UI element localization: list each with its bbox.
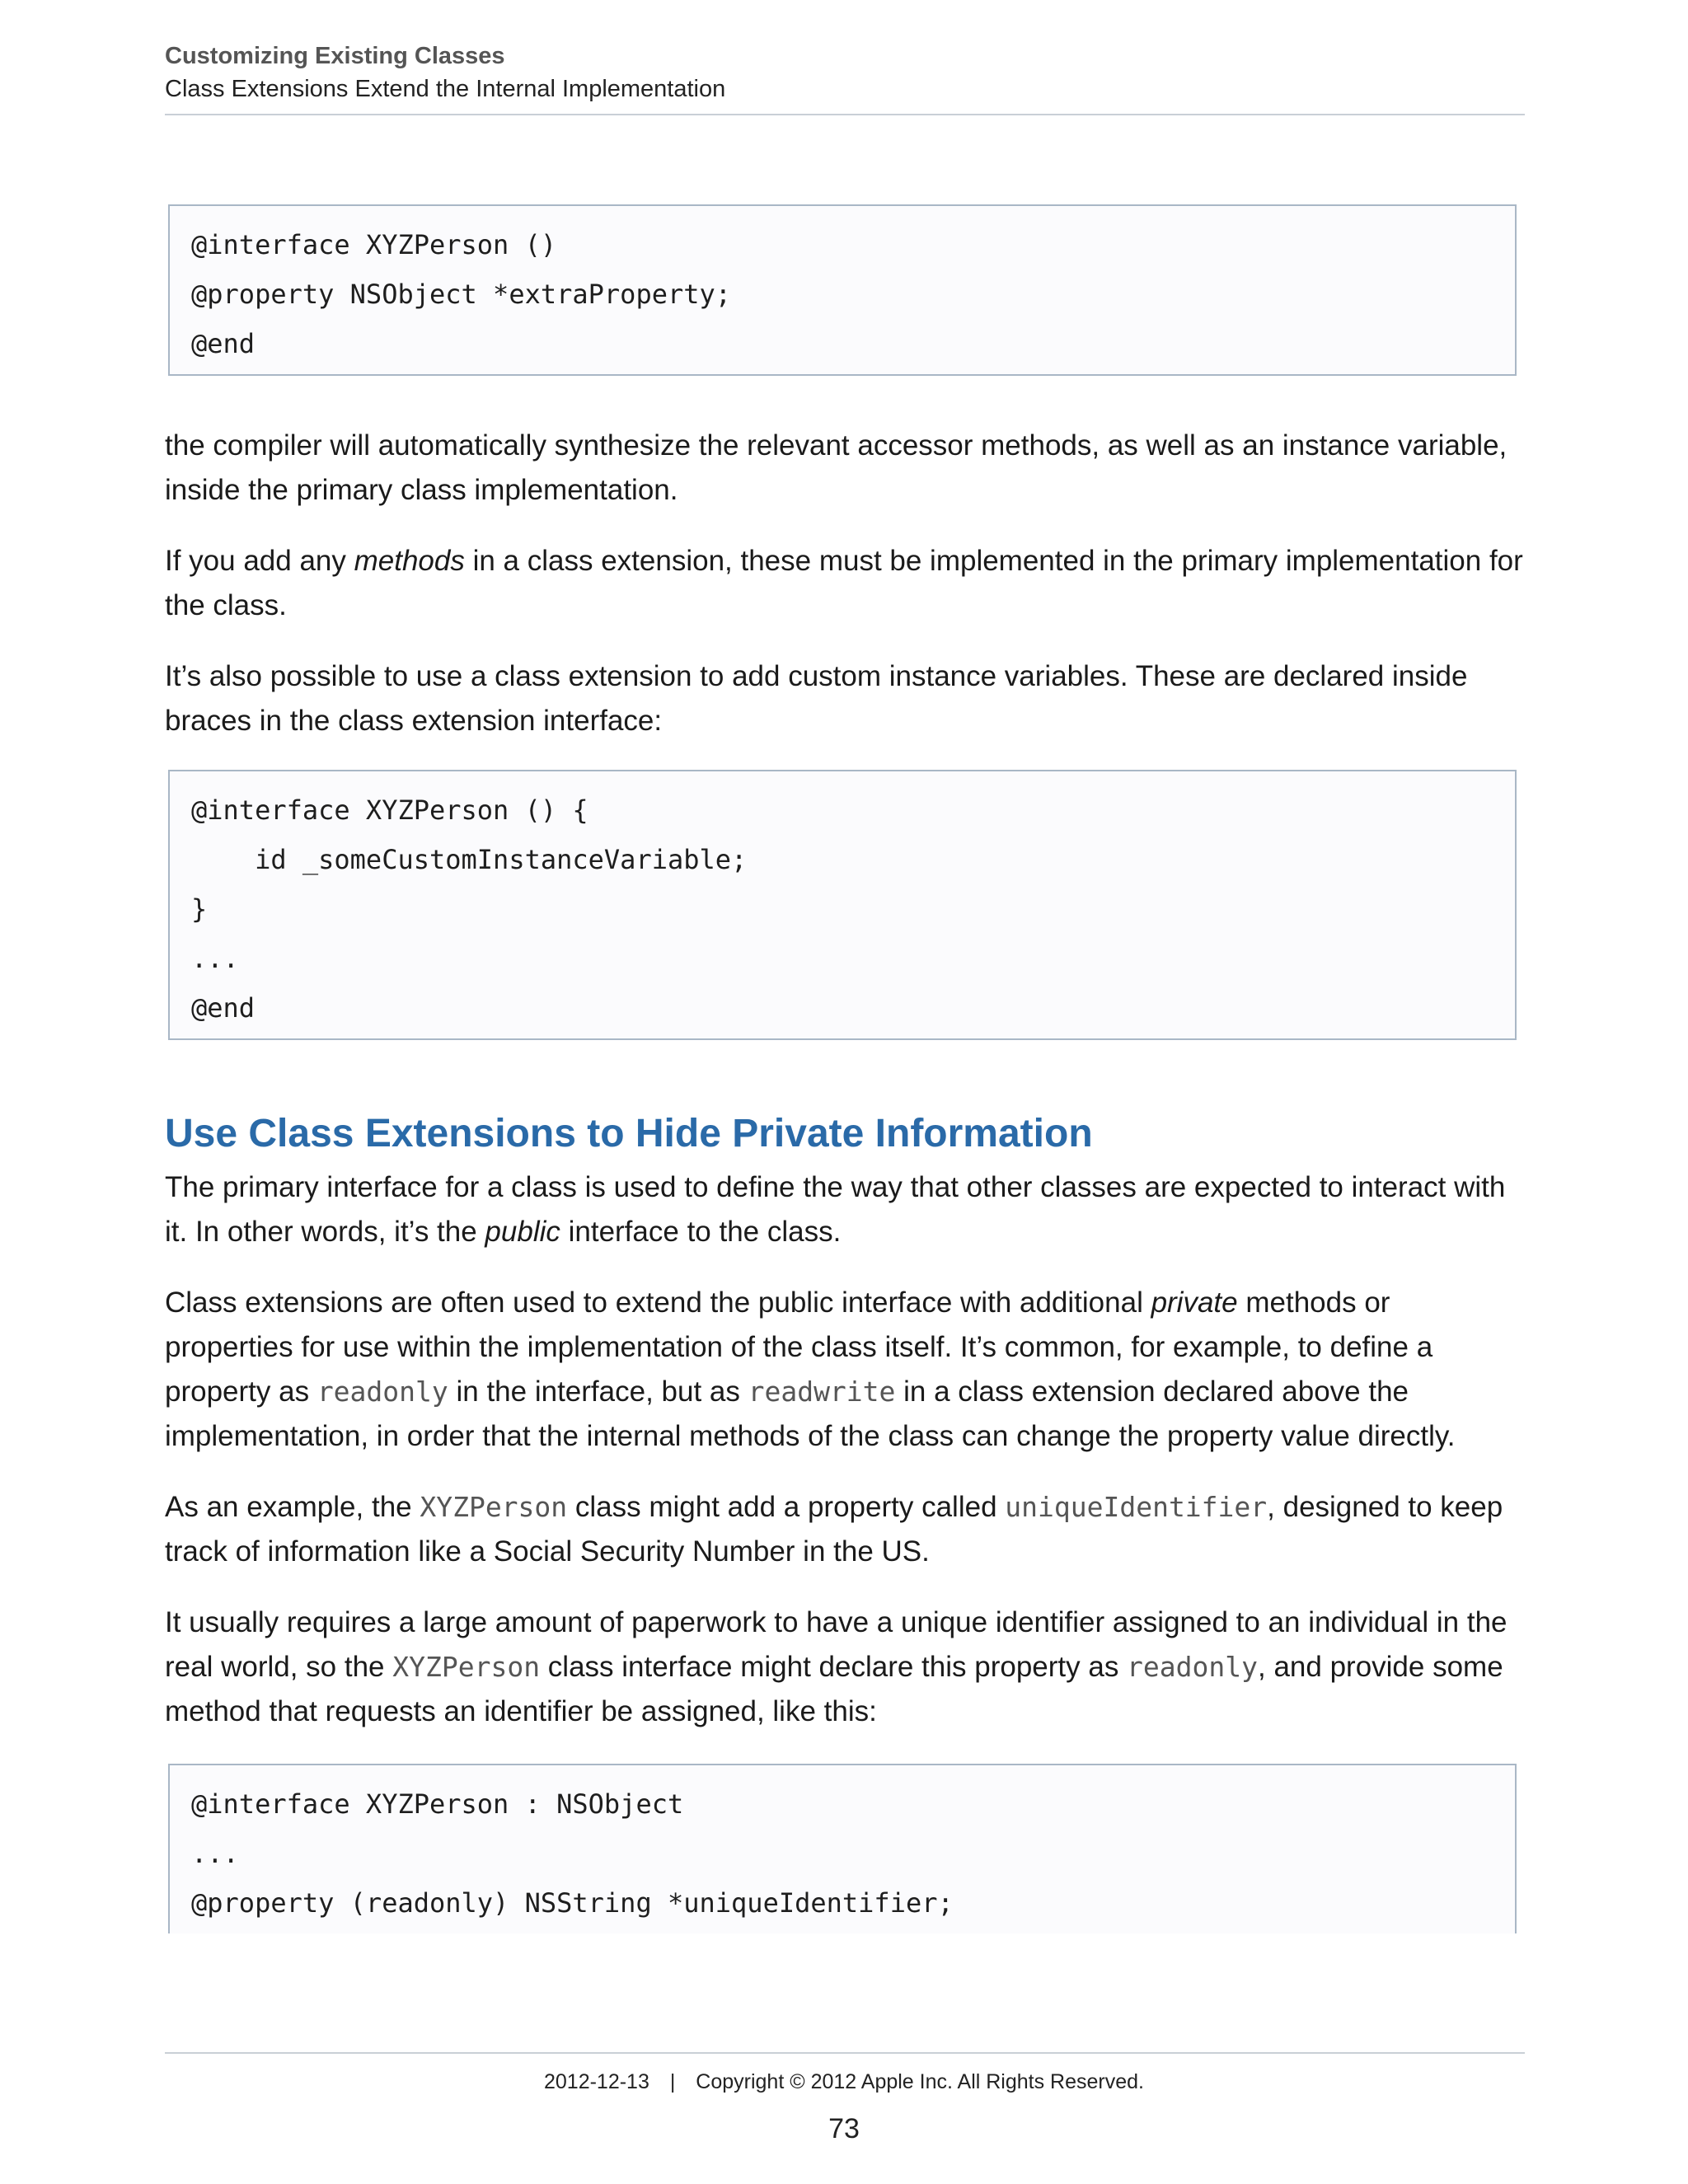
- running-header: [165, 40, 1525, 105]
- code-line: @property NSObject *extraProperty;: [191, 279, 732, 310]
- text-run: in the interface, but as: [448, 1376, 748, 1408]
- inline-code-readwrite: readwrite: [748, 1376, 896, 1408]
- emphasis-private: private: [1151, 1286, 1238, 1319]
- footer-separator: |: [669, 2070, 676, 2093]
- text-run: in a class extension, these must be implemented in the primary implementation for the class.: [165, 545, 1523, 621]
- code-line: @interface XYZPerson () {: [191, 794, 588, 826]
- footer-copyright: Copyright © 2012 Apple Inc. All Rights Reserved.: [696, 2070, 1144, 2093]
- inline-code-readonly: readonly: [1127, 1651, 1258, 1683]
- header-divider: [165, 114, 1525, 115]
- chapter-title: Customizing Existing Classes: [165, 43, 505, 69]
- section-heading: Use Class Extensions to Hide Private Information: [165, 1112, 1093, 1155]
- text-run: in a class extension declared above the implementation, in order that the internal methods of the class can change the property value directly.: [165, 1376, 1456, 1452]
- text-run: As an example, the: [165, 1491, 420, 1523]
- emphasis-methods: methods: [354, 545, 465, 577]
- inline-code-xyzperson: XYZPerson: [392, 1651, 541, 1683]
- text-run: class interface might declare this property as: [540, 1651, 1128, 1683]
- code-line: @property (readonly) NSString *uniqueIdentifier;: [191, 1887, 954, 1919]
- paragraph-methods: [165, 539, 1525, 628]
- code-block-readonly-property: [168, 1764, 1517, 1933]
- emphasis-public: public: [485, 1216, 560, 1248]
- text-run: class might add a property called: [567, 1491, 1006, 1523]
- code-block-extra-property: [168, 204, 1517, 376]
- paragraph-paperwork: [165, 1601, 1525, 1734]
- code-line: id _someCustomInstanceVariable;: [191, 844, 748, 875]
- section-title: Class Extensions Extend the Internal Implementation: [165, 76, 726, 102]
- footer: [0, 2070, 1688, 2094]
- inline-code-uniqueidentifier: uniqueIdentifier: [1005, 1491, 1268, 1523]
- inline-code-xyzperson: XYZPerson: [420, 1491, 568, 1523]
- code-block-instance-variable: [168, 770, 1517, 1040]
- text-run: methods or properties for use within the implementation of the class itself. It’s common, for example, to define a property as: [165, 1286, 1433, 1408]
- inline-code-readonly: readonly: [316, 1376, 448, 1408]
- text-run: , designed to keep track of information like a Social Security Number in the US.: [165, 1491, 1503, 1568]
- text-run: , and provide some method that requests an identifier be assigned, like this:: [165, 1651, 1503, 1727]
- paragraph-instance-variables: It’s also possible to use a class extension to add custom instance variables. These are declared inside braces in the class extension interface:: [165, 660, 1468, 737]
- code-line: }: [191, 893, 208, 925]
- code-line: @end: [191, 992, 256, 1024]
- paragraph-unique-identifier: [165, 1485, 1525, 1574]
- text-run: Class extensions are often used to extend the public interface with additional: [165, 1286, 1151, 1319]
- text-run: The primary interface for a class is used to define the way that other classes are expected to interact with it. In other words, it’s the: [165, 1171, 1506, 1248]
- code-line: @end: [191, 328, 256, 359]
- code-line: ...: [191, 943, 239, 974]
- paragraph-synthesize: the compiler will automatically synthesize the relevant accessor methods, as well as an instance variable, inside the primary class implementation.: [165, 429, 1507, 506]
- footer-divider: [165, 2052, 1525, 2054]
- text-run: It usually requires a large amount of paperwork to have a unique identifier assigned to an individual in the real world, so the: [165, 1606, 1507, 1683]
- paragraph-primary-interface: [165, 1165, 1525, 1254]
- page-number: 73: [828, 2113, 860, 2144]
- code-line: @interface XYZPerson (): [191, 229, 557, 260]
- footer-date: 2012-12-13: [543, 2070, 649, 2093]
- paragraph-private-methods: [165, 1281, 1525, 1459]
- text-run: If you add any: [165, 545, 354, 577]
- code-line: @interface XYZPerson : NSObject: [191, 1788, 684, 1820]
- text-run: interface to the class.: [560, 1216, 842, 1248]
- code-line: ...: [191, 1838, 239, 1869]
